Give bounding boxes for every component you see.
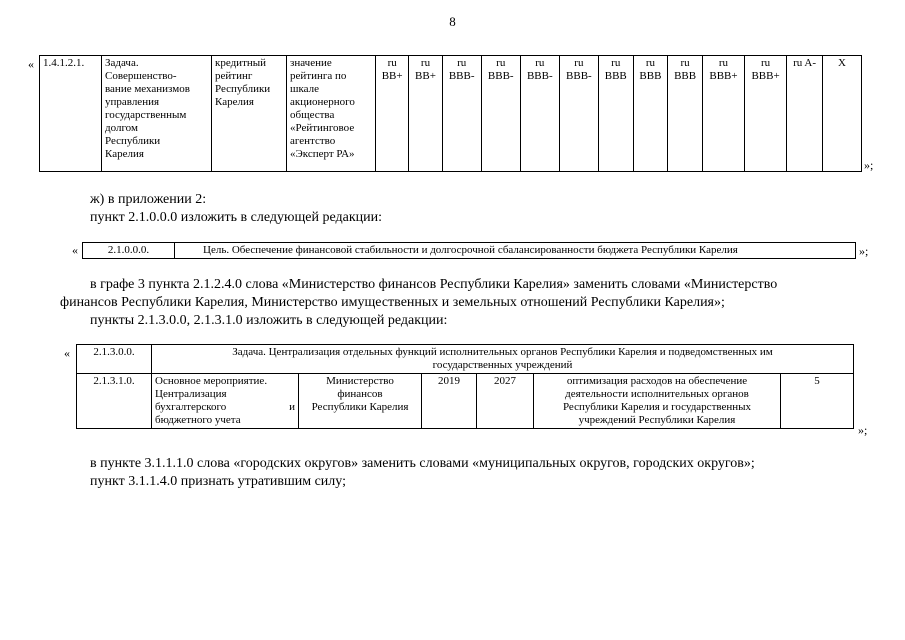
table2-close-quote: »; bbox=[859, 244, 869, 258]
last-cell: X bbox=[823, 56, 862, 172]
goal-text: Цель. Обеспечение финансовой стабильности и долгосрочной сбалансированности бюджета Республики Карелия bbox=[175, 243, 856, 259]
rating-2019: ru BB+ bbox=[376, 56, 409, 172]
task-table bbox=[76, 344, 854, 429]
rating-2029: ru BBB+ bbox=[745, 56, 787, 172]
row-code: 1.4.1.2.1. bbox=[40, 56, 102, 172]
measure-indicator-number: 5 bbox=[781, 374, 854, 429]
rating-2026: ru BBB bbox=[633, 56, 668, 172]
indicator-cell: кредитный рейтинг Республики Карелия bbox=[212, 56, 287, 172]
paragraph-zh: ж) в приложении 2: bbox=[90, 192, 207, 207]
paragraph-2124-line2: финансов Республики Карелия, Министерство имущественных и земельных отношений Республики Карелия»; bbox=[60, 295, 725, 310]
rating-2030: ru A- bbox=[787, 56, 823, 172]
goal-table bbox=[82, 242, 856, 259]
paragraph-31140: пункт 3.1.1.4.0 признать утратившим силу; bbox=[90, 474, 346, 489]
task-row-code: 2.1.3.0.0. bbox=[77, 345, 152, 374]
page-number: 8 bbox=[449, 14, 456, 29]
rating-2024: ru BBB- bbox=[559, 56, 598, 172]
table3-open-quote: « bbox=[64, 346, 70, 360]
rating-2027: ru BBB bbox=[668, 56, 703, 172]
rating-2020: ru BB+ bbox=[409, 56, 442, 172]
measure-row-code: 2.1.3.1.0. bbox=[77, 374, 152, 429]
measure-result: оптимизация расходов на обеспечение деятельности исполнительных органов Республики Карелия и государственных учреждений Республики Карелия bbox=[534, 374, 781, 429]
rating-2021: ru BBB- bbox=[442, 56, 481, 172]
rating-2028: ru BBB+ bbox=[702, 56, 744, 172]
paragraph-points-2130: пункты 2.1.3.0.0, 2.1.3.1.0 изложить в следующей редакции: bbox=[90, 313, 448, 328]
rating-2022: ru BBB- bbox=[481, 56, 520, 172]
goal-code: 2.1.0.0.0. bbox=[83, 243, 175, 259]
measure-end-year: 2027 bbox=[477, 374, 534, 429]
paragraph-2124-line1: в графе 3 пункта 2.1.2.4.0 слова «Министерство финансов Республики Карелия» заменить словами «Министерство bbox=[90, 277, 778, 292]
task-cell: Задача. Совершенство- вание механизмов управления государственным долгом Республики Карелия bbox=[102, 56, 212, 172]
measure-name: Основное мероприятие. Централизация бухгалтерского и бюджетного учета bbox=[152, 374, 299, 429]
paragraph-31110: в пункте 3.1.1.1.0 слова «городских округов» заменить словами «муниципальных округов, городских округов»; bbox=[90, 456, 755, 471]
table1-close-quote: »; bbox=[864, 158, 874, 172]
table1-open-quote: « bbox=[28, 57, 34, 71]
measure-executor: Министерство финансов Республики Карелия bbox=[299, 374, 422, 429]
unit-cell: значение рейтинга по шкале акционерного общества «Рейтинговое агентство «Эксперт РА» bbox=[287, 56, 376, 172]
rating-2025: ru BBB bbox=[598, 56, 633, 172]
table3-close-quote: »; bbox=[858, 423, 868, 437]
rating-table bbox=[39, 55, 862, 172]
rating-2023: ru BBB- bbox=[520, 56, 559, 172]
task-row-text: Задача. Централизация отдельных функций исполнительных органов Республики Карелия и подведомственных им государственных учреждений bbox=[152, 345, 854, 374]
paragraph-point-2100: пункт 2.1.0.0.0 изложить в следующей редакции: bbox=[90, 210, 382, 225]
table2-open-quote: « bbox=[72, 243, 78, 257]
measure-start-year: 2019 bbox=[422, 374, 477, 429]
